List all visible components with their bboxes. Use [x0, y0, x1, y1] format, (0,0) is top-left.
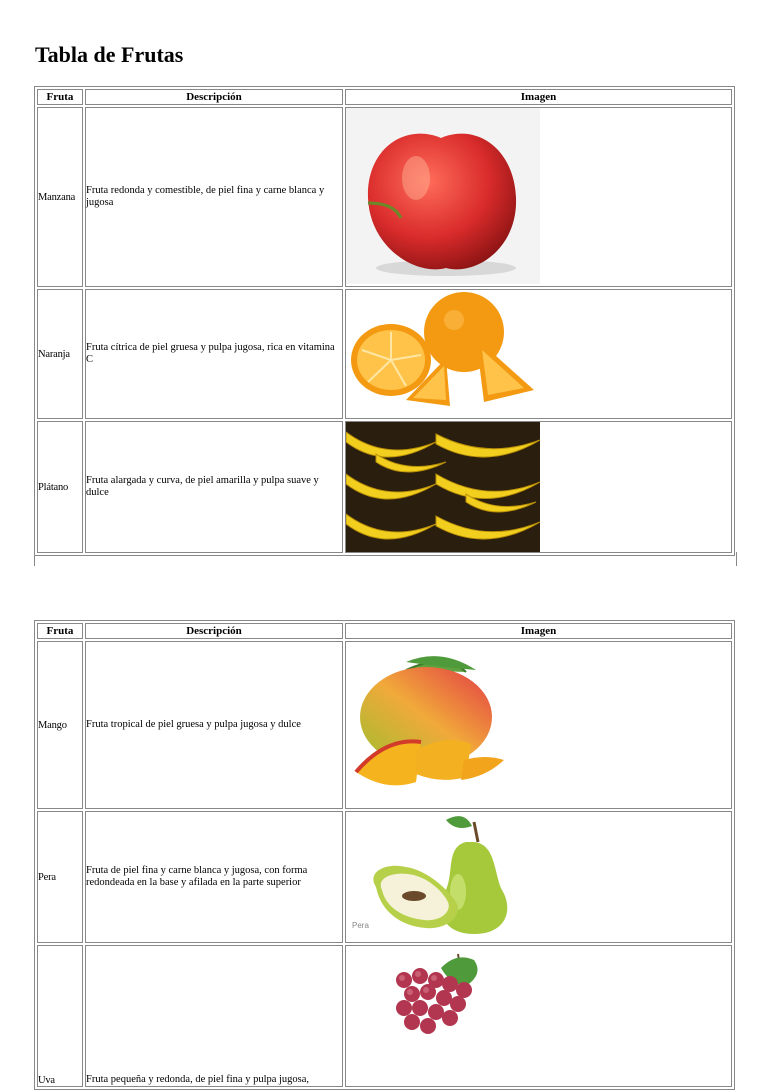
fruit-table-1 [34, 86, 735, 556]
fruit-name: Pera [37, 811, 83, 943]
table-row [37, 289, 732, 419]
fruit-name: Plátano [37, 421, 83, 553]
fruit-image-cell [345, 945, 732, 1087]
fruit-image-cell [345, 421, 732, 553]
table-spacer [34, 552, 737, 566]
pear-image [346, 812, 556, 942]
header-image: Imagen [345, 89, 732, 105]
apple-image [346, 108, 540, 284]
fruit-description: Fruta redonda y comestible, de piel fina y carne blanca y jugosa [85, 107, 343, 287]
fruit-name: Manzana [37, 107, 83, 287]
table-row [37, 107, 732, 287]
fruit-description: Fruta pequeña y redonda, de piel fina y pulpa jugosa, [85, 945, 343, 1087]
header-row [37, 89, 732, 105]
pear-caption: Pera [352, 921, 369, 930]
header-fruit: Fruta [37, 89, 83, 105]
fruit-image-cell [345, 641, 732, 809]
fruit-name: Mango [37, 641, 83, 809]
header-row [37, 623, 732, 639]
table-row [37, 811, 732, 943]
fruit-table-2 [34, 620, 735, 1090]
table-row [37, 945, 732, 1087]
fruit-description: Fruta tropical de piel gruesa y pulpa jugosa y dulce [85, 641, 343, 809]
mango-image [346, 642, 540, 808]
fruit-description: Fruta cítrica de piel gruesa y pulpa jugosa, rica en vitamina C [85, 289, 343, 419]
page-title: Tabla de Frutas [35, 42, 184, 67]
table-row [37, 421, 732, 553]
fruit-image-cell [345, 811, 732, 943]
fruit-description: Fruta de piel fina y carne blanca y jugosa, con forma redondeada en la base y afilada en la parte superior [85, 811, 343, 943]
grapes-image [346, 946, 540, 1086]
header-image: Imagen [345, 623, 732, 639]
fruit-description: Fruta alargada y curva, de piel amarilla y pulpa suave y dulce [85, 421, 343, 553]
header-description: Descripción [85, 623, 343, 639]
fruit-image-cell [345, 289, 732, 419]
fruit-name: Uva [37, 945, 83, 1087]
fruit-image-cell [345, 107, 732, 287]
fruit-name: Naranja [37, 289, 83, 419]
header-description: Descripción [85, 89, 343, 105]
orange-image [346, 290, 540, 418]
header-fruit: Fruta [37, 623, 83, 639]
table-row [37, 641, 732, 809]
banana-image [346, 422, 540, 552]
